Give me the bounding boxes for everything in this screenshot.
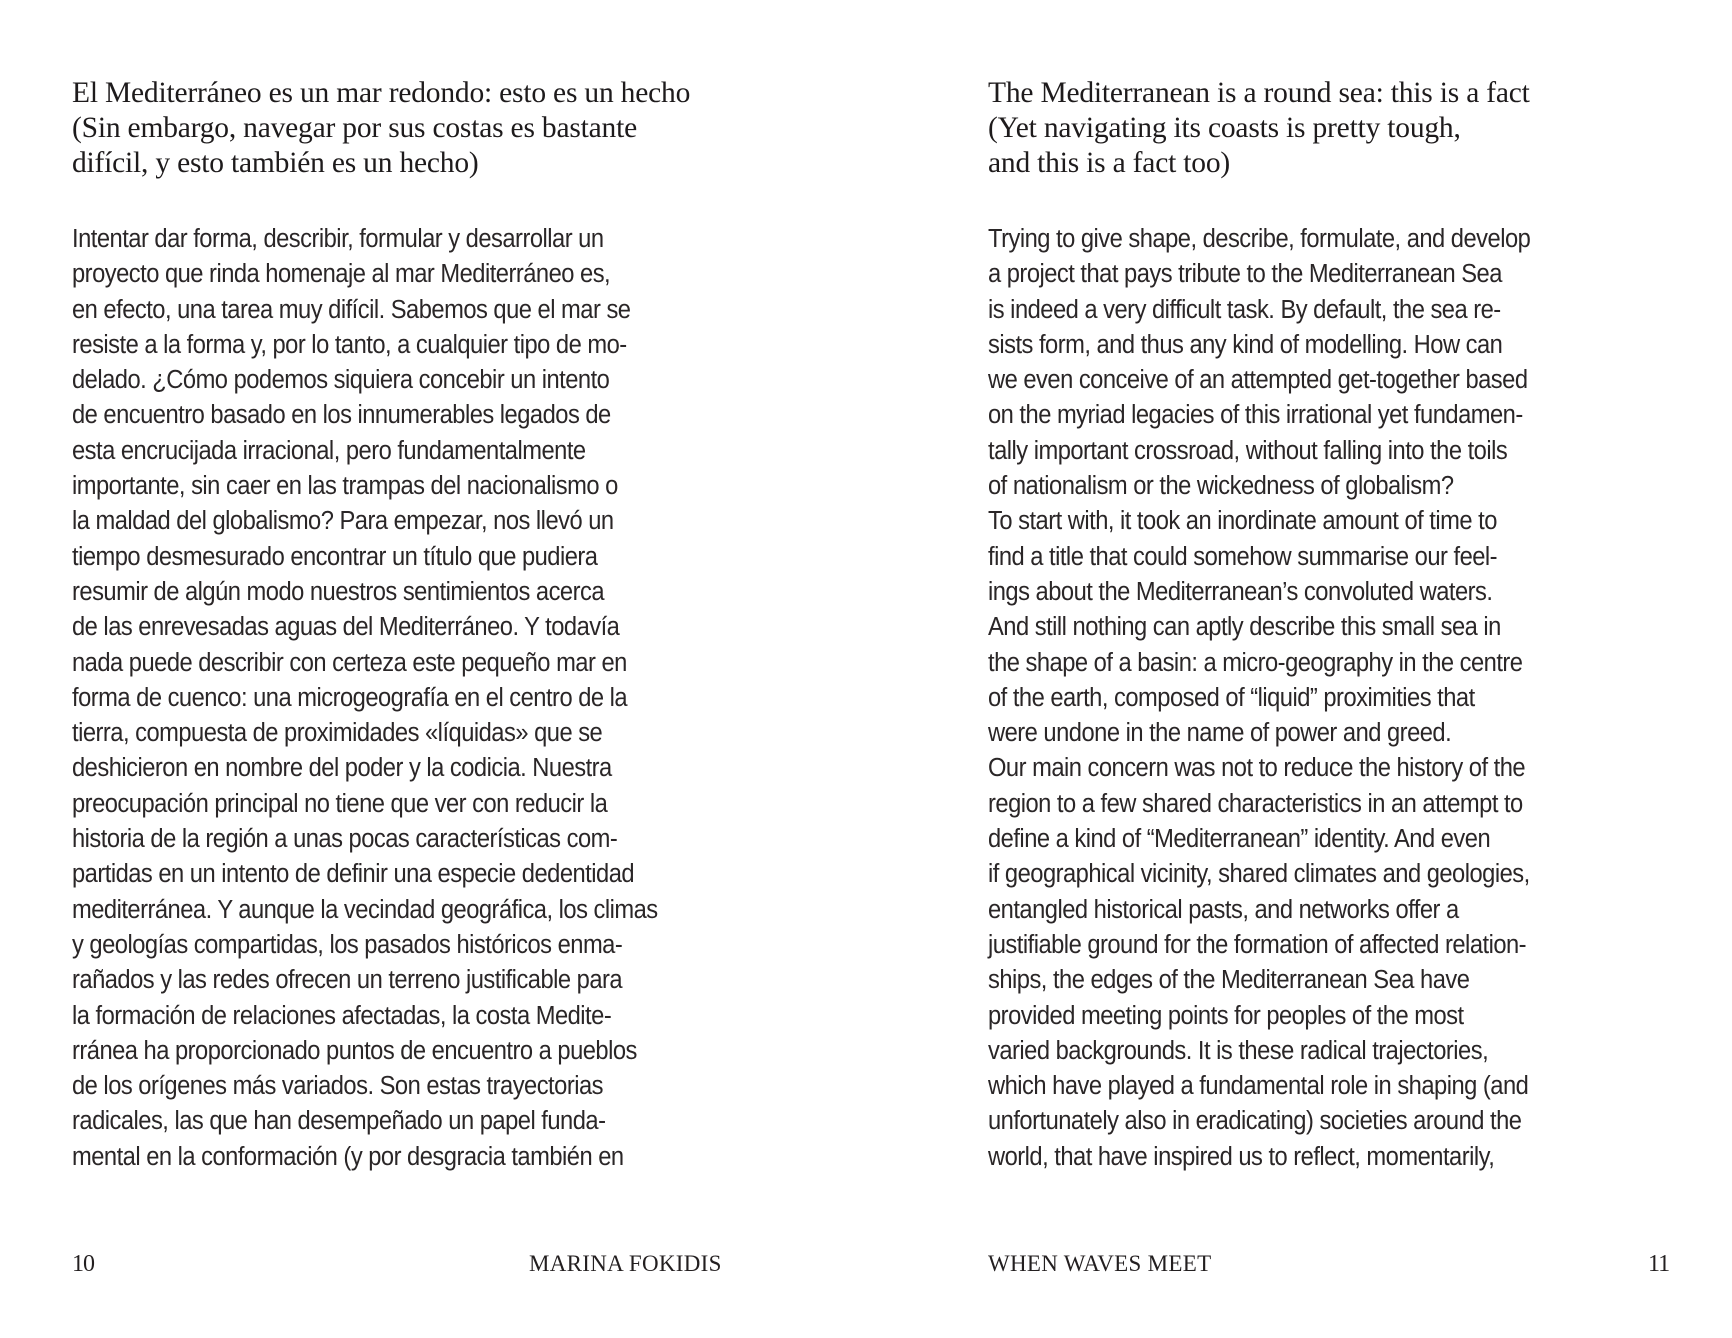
left-body-text-line: de los orígenes más variados. Son estas trayectorias xyxy=(72,1072,603,1101)
left-body-text-line: la formación de relaciones afectadas, la costa Medite- xyxy=(72,1001,612,1030)
left-body-text-line: esta encrucijada irracional, pero fundamentalmente xyxy=(72,436,586,465)
right-body-text-line: entangled historical pasts, and networks offer a xyxy=(988,895,1459,924)
left-body-text-line: tiempo desmesurado encontrar un título que pudiera xyxy=(72,542,598,571)
right-heading xyxy=(988,76,1530,181)
left-body-text-line: deshicieron en nombre del poder y la codicia. Nuestra xyxy=(72,754,612,783)
right-body-text-line: region to a few shared characteristics in an attempt to xyxy=(988,789,1523,818)
left-body-text-line: forma de cuenco: una microgeografía en el centro de la xyxy=(72,683,628,712)
left-body-text-line: en efecto, una tarea muy difícil. Sabemos que el mar se xyxy=(72,295,631,324)
right-body-text-line: tally important crossroad, without falling into the toils xyxy=(988,436,1508,465)
left-body-text-line: mediterránea. Y aunque la vecindad geográfica, los climas xyxy=(72,895,658,924)
right-body-text-line: is indeed a very difficult task. By default, the sea re- xyxy=(988,295,1501,324)
right-body-text xyxy=(988,222,1530,1175)
right-body-text-line: unfortunately also in eradicating) societies around the xyxy=(988,1107,1522,1136)
left-body-text-line: de las enrevesadas aguas del Mediterráneo. Y todavía xyxy=(72,613,620,642)
right-body-text-line: on the myriad legacies of this irrational yet fundamen- xyxy=(988,401,1523,430)
right-body-text-line: were undone in the name of power and greed. xyxy=(988,719,1452,748)
left-body-text-line: de encuentro basado en los innumerables legados de xyxy=(72,401,611,430)
left-body-text xyxy=(72,222,658,1175)
left-body-text-line: resumir de algún modo nuestros sentimientos acerca xyxy=(72,577,605,606)
right-body-text-line: justifiable ground for the formation of affected relation- xyxy=(988,930,1527,959)
right-body-text-line: Our main concern was not to reduce the history of the xyxy=(988,754,1526,783)
left-body-text-line: preocupación principal no tiene que ver con reducir la xyxy=(72,789,608,818)
right-body-text-line: ings about the Mediterranean’s convoluted waters. xyxy=(988,577,1493,606)
left-body-text-line: nada puede describir con certeza este pequeño mar en xyxy=(72,648,627,677)
right-body-text-line: find a title that could somehow summarise our feel- xyxy=(988,542,1498,571)
right-body-text-line: To start with, it took an inordinate amount of time to xyxy=(988,507,1497,536)
right-page-number: 11 xyxy=(1648,1251,1670,1277)
right-heading-line: (Yet navigating its coasts is pretty tough, xyxy=(988,112,1461,144)
right-heading-line: and this is a fact too) xyxy=(988,147,1230,179)
right-body-text-line: Trying to give shape, describe, formulate, and develop xyxy=(988,225,1531,253)
left-body-text-line: Intentar dar forma, describir, formular y desarrollar un xyxy=(72,225,604,253)
left-body-text-line: la maldad del globalismo? Para empezar, nos llevó un xyxy=(72,507,614,536)
left-body-text-line: y geologías compartidas, los pasados históricos enma- xyxy=(72,930,623,959)
right-body-text-line: a project that pays tribute to the Mediterranean Sea xyxy=(988,260,1502,289)
right-body-text-line: of nationalism or the wickedness of globalism? xyxy=(988,472,1454,501)
left-body-text-line: historia de la región a unas pocas características com- xyxy=(72,825,618,854)
left-heading-line: difícil, y esto también es un hecho) xyxy=(72,147,479,179)
left-running-head: MARINA FOKIDIS xyxy=(529,1251,722,1276)
left-body-text-line: partidas en un intento de definir una especie dedentidad xyxy=(72,860,635,889)
right-body-text-line: varied backgrounds. It is these radical trajectories, xyxy=(988,1036,1489,1065)
right-body-text-line: the shape of a basin: a micro-geography in the centre xyxy=(988,648,1523,677)
right-heading-line: The Mediterranean is a round sea: this is a fact xyxy=(988,77,1530,109)
left-body-text-line: mental en la conformación (y por desgracia también en xyxy=(72,1142,624,1171)
right-body-text-line: define a kind of “Mediterranean” identity. And even xyxy=(988,825,1491,854)
right-body-text-line: of the earth, composed of “liquid” proximities that xyxy=(988,683,1475,712)
right-body-text-line: world, that have inspired us to reflect, momentarily, xyxy=(988,1142,1495,1171)
left-body-text-line: resiste a la forma y, por lo tanto, a cualquier tipo de mo- xyxy=(72,330,627,359)
right-body-text-line: And still nothing can aptly describe this small sea in xyxy=(988,613,1501,642)
right-body-text-line: if geographical vicinity, shared climates and geologies, xyxy=(988,860,1530,889)
right-body-text-line: which have played a fundamental role in shaping (and xyxy=(988,1072,1529,1101)
left-body-text-line: importante, sin caer en las trampas del nacionalismo o xyxy=(72,472,618,501)
left-body-text-line: radicales, las que han desempeñado un papel funda- xyxy=(72,1107,606,1136)
left-heading-line: (Sin embargo, navegar por sus costas es bastante xyxy=(72,112,637,144)
left-heading-line: El Mediterráneo es un mar redondo: esto es un hecho xyxy=(72,77,691,109)
left-page-number: 10 xyxy=(72,1251,94,1277)
right-body-text-line: we even conceive of an attempted get-together based xyxy=(988,366,1528,395)
left-body-text-line: rañados y las redes ofrecen un terreno justificable para xyxy=(72,966,623,995)
right-page xyxy=(866,0,1732,1338)
right-body-text-line: provided meeting points for peoples of the most xyxy=(988,1001,1464,1030)
left-body-text-line: proyecto que rinda homenaje al mar Mediterráneo es, xyxy=(72,260,611,289)
left-body-text-line: rránea ha proporcionado puntos de encuentro a pueblos xyxy=(72,1036,637,1065)
left-body-text-line: delado. ¿Cómo podemos siquiera concebir un intento xyxy=(72,366,610,395)
right-running-head: WHEN WAVES MEET xyxy=(988,1251,1212,1276)
right-body-text-line: sists form, and thus any kind of modelling. How can xyxy=(988,330,1503,359)
left-body-text-line: tierra, compuesta de proximidades «líquidas» que se xyxy=(72,719,603,748)
left-heading xyxy=(72,76,690,181)
right-body-text-line: ships, the edges of the Mediterranean Sea have xyxy=(988,966,1470,995)
